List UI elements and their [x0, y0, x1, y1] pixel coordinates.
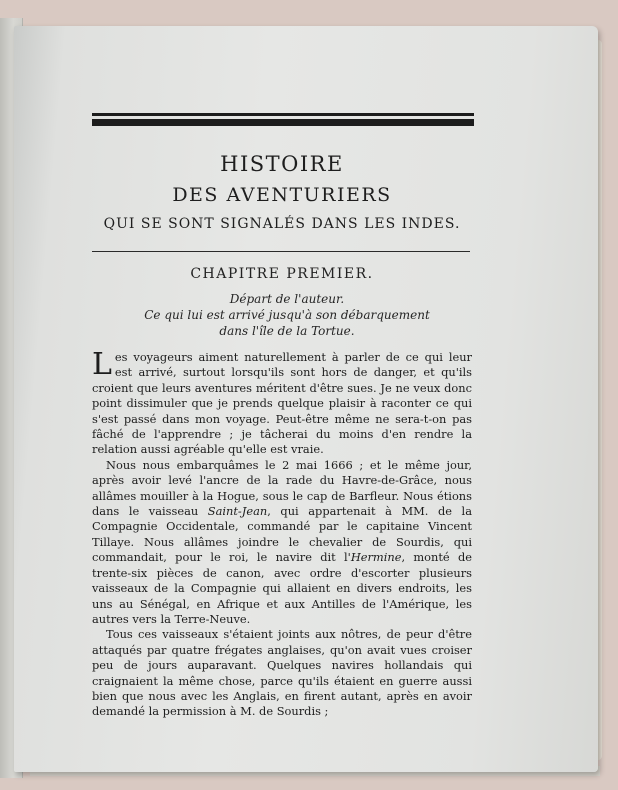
paragraph-3: Tous ces vaisseaux s'étaient joints aux nôtres, de peur d'être attaqués par quatre frégates anglaises, qu'on avait vues croiser peu de jours auparavant. Quelques navires hollandais qui craignaient la même chose, parce qu'ils étaient en guerre aussi bien que nous avec les Anglais, en firent autant, après en avoir demandé la permission à M. de Sourdis ; — [92, 627, 472, 719]
paragraph-2-text-c: , monté de trente-six pièces de canon, avec ordre d'escorter plusieurs vaisseaux de la Compagnie qui allaient en divers endroits, les uns au Sénégal, en Afrique et aux Antilles de l'Amérique, les autres vers la Terre-Neuve. — [92, 550, 472, 626]
top-rule-thick — [92, 119, 474, 126]
title-rule — [92, 251, 470, 252]
chapter-title: CHAPITRE PREMIER. — [190, 266, 374, 282]
drop-cap: L — [92, 347, 112, 382]
chapter-summary-1: Départ de l'auteur. — [229, 292, 345, 306]
paragraph-2-text-b: , qui appartenait à MM. de la Compagnie Occidentale, commandé par le capitaine Vincent Tillaye. Nous allâmes joindre le chevalier de Sourdis, qui commandait, pour le roi, le navire dit l' — [92, 504, 472, 565]
chapter-summary-3: dans l'île de la Tortue. — [219, 324, 355, 338]
title-line-3: QUI SE SONT SIGNALÉS DANS LES INDES. — [103, 216, 461, 232]
title-line-1: HISTOIRE — [220, 152, 344, 176]
paragraph-1 — [92, 347, 472, 458]
ship-name-hermine: Hermine — [350, 550, 402, 565]
top-rule-thin — [92, 113, 474, 116]
paragraph-1-text: es voyageurs aiment naturellement à parler de ce qui leur est arrivé, surtout lorsqu'ils sont hors de danger, et qu'ils croient que leurs aventures méritent d'être sues. Je ne veux donc point dissimuler que je prends quelque plaisir à raconter ce qui s'est passé dans mon voyage. Peut-être même ne sera-t-on pas fâché de l'apprendre ; je tâcherai du moins d'en rendre la relation aussi agréable qu'elle est vraie. — [92, 350, 472, 457]
paragraph-2 — [92, 458, 472, 627]
chapter-summary-2: Ce qui lui est arrivé jusqu'à son débarquement — [144, 308, 430, 322]
ship-name-saint-jean: Saint-Jean — [207, 504, 268, 519]
paragraph-2-text-a: Nous nous embarquâmes le 2 mai 1666 ; et le même jour, après avoir levé l'ancre de la rade du Havre-de-Grâce, nous allâmes mouiller à la Hogue, sous le cap de Barfleur. Nous étions dans le vaisseau — [92, 457, 472, 519]
title-line-2: DES AVENTURIERS — [172, 184, 392, 206]
body-text — [92, 347, 472, 720]
